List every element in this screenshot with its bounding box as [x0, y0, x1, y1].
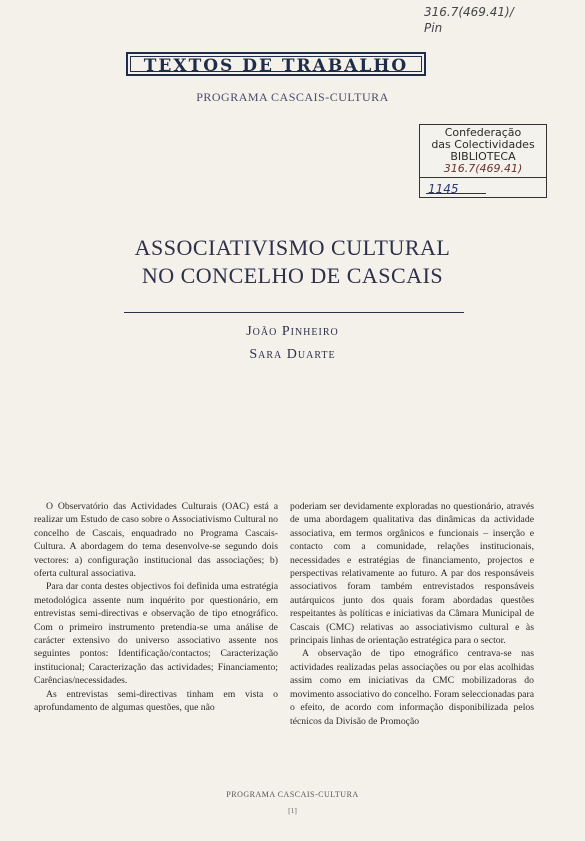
title-line-1: ASSOCIATIVISMO CULTURAL	[134, 235, 451, 260]
masthead-box	[126, 52, 426, 76]
author-name: Sara Duarte	[249, 347, 336, 362]
stamp-line-1: Confederação	[444, 126, 522, 139]
handwritten-line-2: Pin	[424, 21, 443, 35]
title-divider	[124, 312, 464, 313]
handwritten-call-number	[424, 4, 574, 36]
document-title	[0, 234, 585, 290]
paragraph: O Observatório das Actividades Culturais (OAC) está a realizar um Estudo de caso sobre o Associativismo Cultural no concelho de Cascais, enquadrado no Programa Cascais-Cultura. A abordagem do tema desenvolve-se segundo dois vectores: a) configuração institucional das associações; b) oferta cultural associativa.	[34, 501, 278, 580]
paragraph: As entrevistas semi-directivas tinham em vista o aprofundamento de algumas questões, que não	[34, 688, 278, 714]
body-column-right	[290, 500, 534, 728]
title-line-2: NO CONCELHO DE CASCAIS	[141, 263, 444, 288]
body-column-left	[34, 500, 278, 715]
handwritten-line-1: 316.7(469.41)/	[424, 5, 514, 19]
stamp-line-3: BIBLIOTECA	[450, 150, 516, 163]
masthead-title: TEXTOS DE TRABALHO	[143, 56, 409, 76]
paragraph: Para dar conta destes objectivos foi definida uma estratégia metodológica assente num inquérito por questionário, em entrevistas semi-directivas e observação de tipo etnográfico. Com o primeiro instrumento pretendia-se uma análise de carácter extensivo do universo associativo assente nos seguintes pontos: Identificação/contactos; Caracterização institucional; Caracterização das actividades; Financiamento; Carências/necessidades.	[34, 581, 278, 687]
page-number: [1]	[288, 806, 297, 815]
stamp-accession-number: 1145	[428, 182, 459, 196]
paragraph: A observação de tipo etnográfico centrava-se nas actividades realizadas pelas associações ou por elas acolhidas assim como em iniciativas da CMC mobilizadoras do movimento associativo do concelho. Foram seleccionadas para o efeito, de acordo com informação disponibilizada pelos técnicos da Divisão de Promoção	[290, 648, 534, 727]
program-header: PROGRAMA CASCAIS-CULTURA	[196, 90, 389, 104]
author-name: João Pinheiro	[246, 324, 339, 339]
footer-program: PROGRAMA CASCAIS-CULTURA	[226, 790, 359, 799]
paragraph: poderiam ser devidamente exploradas no questionário, através de uma abordagem qualitativa das dinâmicas da actividade associativa, em termos orgânicos e funcionais – inserção e contacto com a comunidade, relações institucionais, necessidades e estratégias de financiamento, projectos e perspectivas relativamente ao futuro. A par dos responsáveis associativos foram também entrevistados responsáveis autárquicos junto dos quais foram abordadas questões respeitantes às políticas e iniciativas da Câmara Municipal de Cascais (CMC) relativas ao associativismo cultural e às principais linhas de orientação estratégica para o sector.	[290, 501, 534, 647]
stamp-line-2: das Colectividades	[431, 138, 535, 151]
library-stamp	[419, 124, 547, 198]
stamp-call-number: 316.7(469.41)	[443, 162, 523, 175]
